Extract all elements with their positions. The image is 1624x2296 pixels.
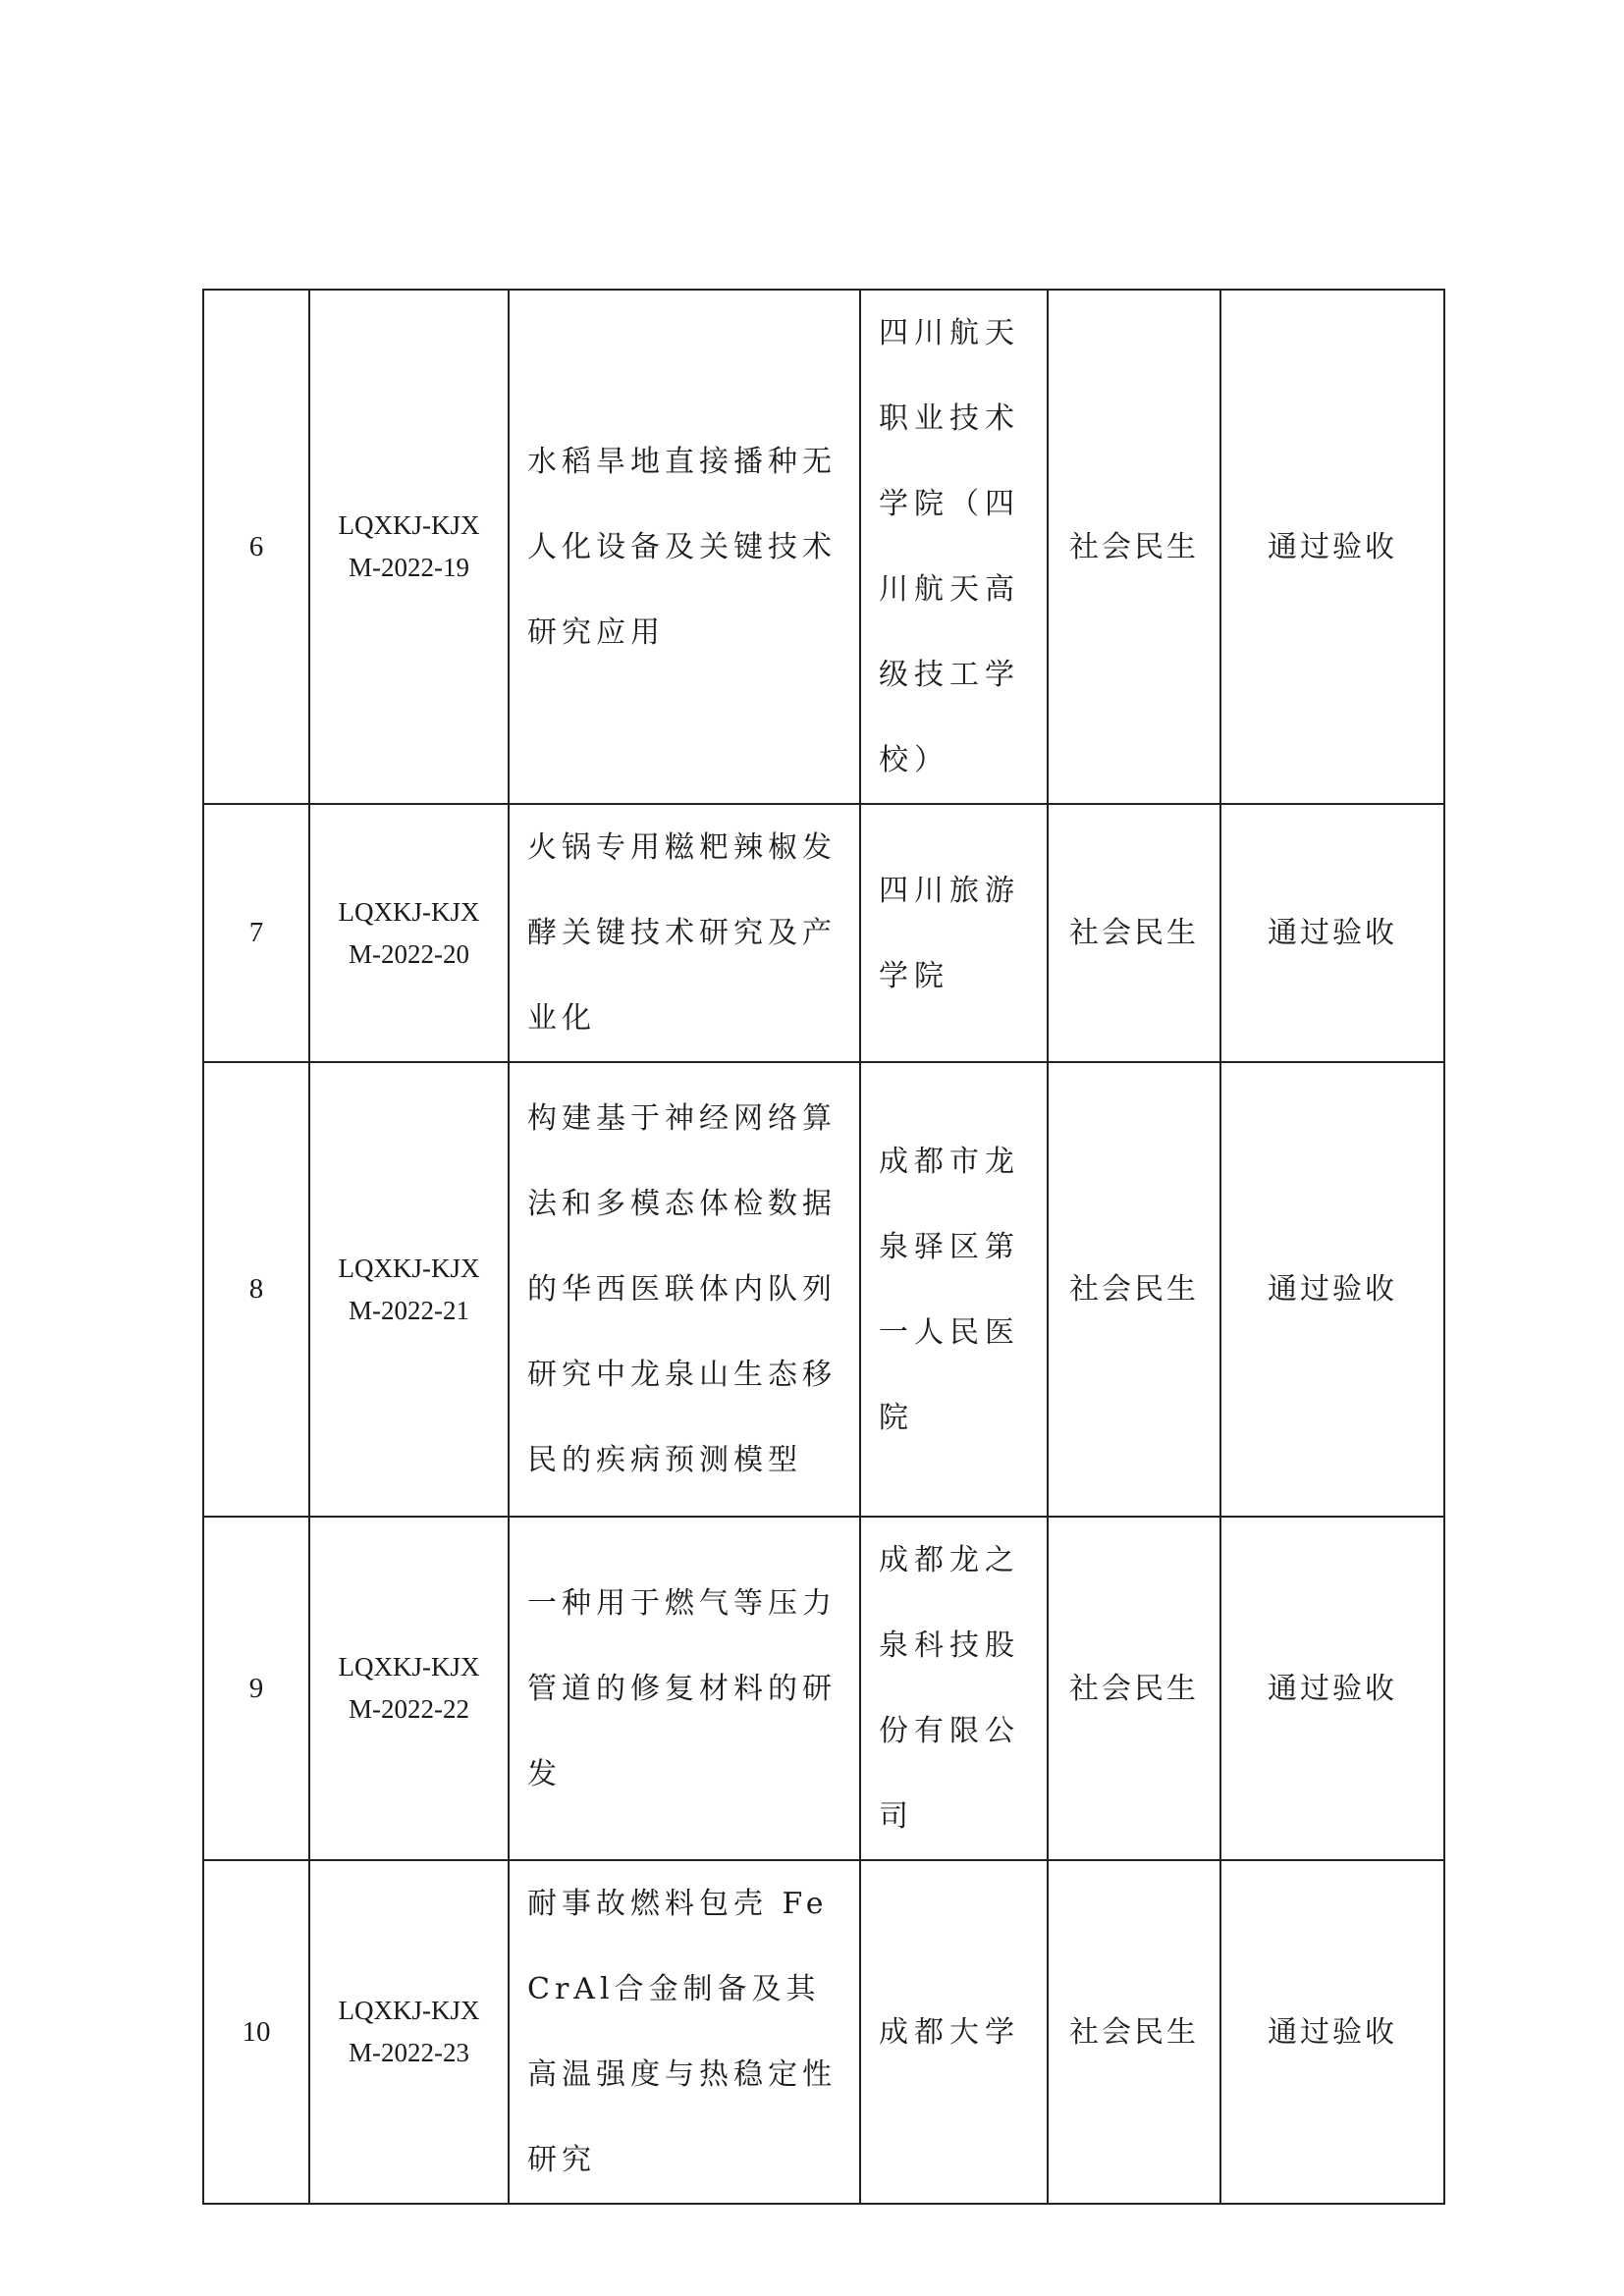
project-field: 社会民生	[1048, 804, 1220, 1062]
project-code	[309, 804, 509, 1062]
acceptance-result: 通过验收	[1220, 1062, 1444, 1517]
table-row	[203, 1517, 1444, 1860]
undertaking-unit: 四川航天职业技术学院（四川航天高级技工学校）	[860, 290, 1048, 804]
project-name: 一种用于燃气等压力管道的修复材料的研发	[509, 1517, 860, 1860]
project-field: 社会民生	[1048, 1517, 1220, 1860]
project-code	[309, 1062, 509, 1517]
serial-number: 9	[203, 1517, 309, 1860]
project-code-line: LQXKJ-KJX	[338, 1253, 480, 1283]
project-name: 构建基于神经网络算法和多模态体检数据的华西医联体内队列研究中龙泉山生态移民的疾病预测模型	[509, 1062, 860, 1517]
project-code	[309, 1860, 509, 2204]
table-row	[203, 290, 1444, 804]
serial-number: 8	[203, 1062, 309, 1517]
project-field: 社会民生	[1048, 1860, 1220, 2204]
undertaking-unit: 成都龙之泉科技股份有限公司	[860, 1517, 1048, 1860]
acceptance-result: 通过验收	[1220, 1860, 1444, 2204]
project-code-line: LQXKJ-KJX	[338, 510, 480, 540]
project-acceptance-table	[202, 289, 1445, 2205]
project-code-line: M-2022-19	[349, 553, 469, 582]
acceptance-result: 通过验收	[1220, 804, 1444, 1062]
project-field: 社会民生	[1048, 1062, 1220, 1517]
project-code-line: M-2022-22	[349, 1694, 469, 1724]
serial-number: 7	[203, 804, 309, 1062]
table-row	[203, 1062, 1444, 1517]
project-name: 水稻旱地直接播种无人化设备及关键技术研究应用	[509, 290, 860, 804]
project-code-line: M-2022-21	[349, 1295, 469, 1325]
project-name: 火锅专用糍粑辣椒发酵关键技术研究及产业化	[509, 804, 860, 1062]
undertaking-unit: 成都市龙泉驿区第一人民医院	[860, 1062, 1048, 1517]
undertaking-unit: 四川旅游学院	[860, 804, 1048, 1062]
project-code	[309, 290, 509, 804]
project-code-line: LQXKJ-KJX	[338, 1996, 480, 2025]
serial-number: 6	[203, 290, 309, 804]
serial-number: 10	[203, 1860, 309, 2204]
project-code	[309, 1517, 509, 1860]
table-row	[203, 804, 1444, 1062]
table-row	[203, 1860, 1444, 2204]
undertaking-unit: 成都大学	[860, 1860, 1048, 2204]
project-code-line: M-2022-23	[349, 2038, 469, 2067]
project-code-line: LQXKJ-KJX	[338, 896, 480, 927]
acceptance-result: 通过验收	[1220, 1517, 1444, 1860]
project-code-line: M-2022-20	[349, 938, 469, 969]
project-code-line: LQXKJ-KJX	[338, 1652, 480, 1682]
project-name: 耐事故燃料包壳 FeCrAl合金制备及其高温强度与热稳定性研究	[509, 1860, 860, 2204]
project-field: 社会民生	[1048, 290, 1220, 804]
acceptance-result: 通过验收	[1220, 290, 1444, 804]
